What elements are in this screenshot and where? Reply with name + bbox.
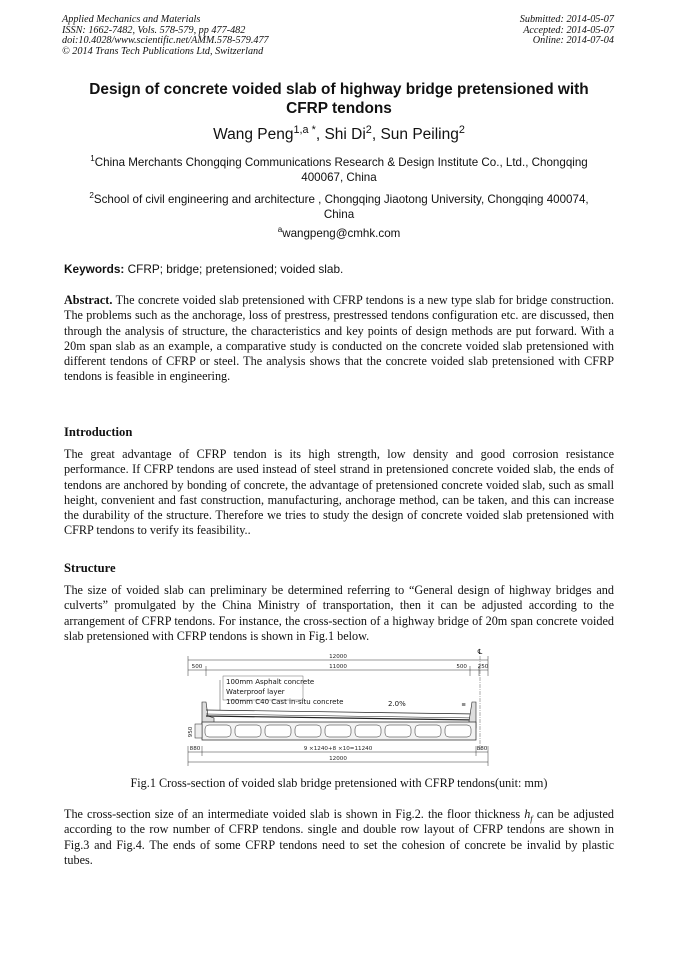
layer-cast-concrete: 100mm C40 Cast in-situ concrete [226, 698, 344, 706]
dim-height: 950 [188, 726, 194, 738]
journal-name: Applied Mechanics and Materials [62, 14, 201, 25]
affiliation-2-line-2: China [323, 208, 355, 221]
author-3: Sun Peiling [380, 126, 459, 143]
layer-asphalt: 100mm Asphalt concrete [226, 678, 315, 686]
dim-bottom-left: 880 [189, 746, 201, 752]
affiliation-2-mark: 2 [89, 191, 94, 201]
author-separator: , [315, 126, 325, 143]
author-2: Shi Di [324, 126, 366, 143]
keywords-label: Keywords: [64, 262, 125, 276]
journal-header [62, 15, 269, 57]
floor-thickness-subscript: f [530, 813, 533, 824]
submitted-date: Submitted: 2014-05-07 [519, 14, 614, 25]
void [235, 725, 261, 737]
copyright-line: © 2014 Trans Tech Publications Ltd, Switzerland [62, 45, 264, 57]
affiliation-2 [64, 192, 614, 222]
dim-left: 500 [191, 664, 203, 670]
paper-title [60, 80, 618, 118]
figure-1-cross-section [180, 646, 500, 770]
rail-mark: ≡ [461, 702, 466, 708]
dates-header [520, 15, 614, 47]
author-1-affil: 1,a * [293, 123, 316, 136]
void [385, 725, 411, 737]
keywords [64, 262, 343, 276]
closing-text-2: can be adjusted according to the row number of CFRP tendons. single and double row layout of CFRP tendons are shown in Fig.3 and Fig.4. The ends of some CFRP tendons need to set the cohesion of concrete be invalid by plastic tubes. [64, 807, 614, 867]
closing-paragraph [64, 807, 614, 868]
dim-bottom-total: 12000 [329, 756, 347, 762]
keywords-text: CFRP; bridge; pretensioned; voided slab. [124, 262, 344, 276]
online-date: Online: 2014-07-04 [532, 35, 614, 47]
slope-label: 2.0% [388, 700, 406, 708]
author-1: Wang Peng [213, 126, 294, 143]
closing-text-1: The cross-section size of an intermediate voided slab is shown in Fig.2. the floor thickness [64, 807, 525, 821]
slab-edge-left [195, 724, 202, 738]
dim-bottom-mid: 9 ×1240+8 ×10=11240 [303, 746, 373, 752]
author-separator: , [371, 126, 381, 143]
doi-line[interactable]: doi:10.4028/www.scientific.net/AMM.578-579.477 [62, 35, 269, 47]
dim-bottom-right: 880 [476, 746, 488, 752]
structure-heading: Structure [64, 561, 116, 575]
layer-waterproof: Waterproof layer [226, 688, 285, 696]
introduction-heading: Introduction [64, 425, 133, 439]
introduction-text: The great advantage of CFRP tendon is its high strength, low density and good corrosion resistance performance. If CFRP tendons are used instead of steel strand in pretensioned concrete voided slab, the ends of tendons are anchored by bonding of concrete, the advantage of pretensioned concrete voided slab, such as small height, convenient and fast construction, manufacturing, anchorage method, can be taken, and this can increase the durability of the structure. Therefore we tries to study the design of concrete voided slab pretensioned with CFRP tendons to verify its feasibility.. [64, 447, 614, 538]
email-address[interactable]: wangpeng@cmhk.com [282, 227, 401, 240]
affiliation-1-line-1: China Merchants Chongqing Communications Research & Design Institute Co., Ltd., Chongqing [94, 156, 588, 169]
figure-1-caption: Fig.1 Cross-section of voided slab bridge pretensioned with CFRP tendons(unit: mm) [130, 776, 548, 790]
affiliation-1-mark: 1 [90, 154, 95, 164]
dim-top-mid: 11000 [329, 664, 347, 670]
author-2-affil: 2 [365, 123, 372, 136]
void [445, 725, 471, 737]
centerline-symbol: ℄ [477, 648, 483, 656]
author-3-affil: 2 [458, 123, 465, 136]
void [415, 725, 441, 737]
void [205, 725, 231, 737]
email-mark: a [277, 225, 283, 235]
void [265, 725, 291, 737]
deck-top [206, 716, 476, 720]
abstract-label: Abstract. [64, 293, 113, 307]
dim-right: 500 [456, 664, 467, 670]
accepted-date: Accepted: 2014-05-07 [523, 24, 614, 36]
voids [205, 725, 471, 737]
void [295, 725, 321, 737]
title-line-2: CFRP tendons [286, 100, 392, 117]
void [325, 725, 351, 737]
author-list [60, 123, 618, 144]
affiliation-2-line-1: School of civil engineering and architecture , Chongqing Jiaotong University, Chongqing 400074, [93, 193, 589, 206]
issn-line: ISSN: 1662-7482, Vols. 578-579, pp 477-482 [62, 24, 246, 36]
affiliation-1 [64, 155, 614, 185]
dim-right-2: 250 [477, 664, 489, 670]
floor-thickness-symbol: h [524, 807, 531, 821]
abstract-text: The concrete voided slab pretensioned with CFRP tendons is a new type slab for bridge construction. The problems such as the anchorage, loss of prestress, prestressed tendons configuration etc. are discussed, then through the analysis of structure, the characteristics and key points of design methods are put forward. With a 20m span slab as an example, a comparative study is conducted on the concrete voided slab pretensioned with different tendons of CFRP or steel. The analysis shows that the concrete voided slab pretensioned with CFRP tendons is feasible in engineering. [64, 293, 614, 384]
dim-top-total: 12000 [329, 654, 347, 660]
structure-text: The size of voided slab can preliminary be determined referring to “General design of highway bridges and culverts” promulgated by the China Ministry of transportation, then it can be adjusted according to the arrangement of CFRP tendons. For instance, the cross-section of a highway bridge of 20m span concrete voided slab pretensioned with CFRP tendons is shown in Fig.1 below. [64, 583, 614, 643]
deck-surface [206, 710, 476, 714]
title-line-1: Design of concrete voided slab of highway bridge pretensioned with [89, 81, 589, 98]
affiliation-1-line-2: 400067, China [301, 171, 377, 184]
void [355, 725, 381, 737]
abstract [64, 293, 614, 385]
corresponding-email [64, 227, 614, 240]
